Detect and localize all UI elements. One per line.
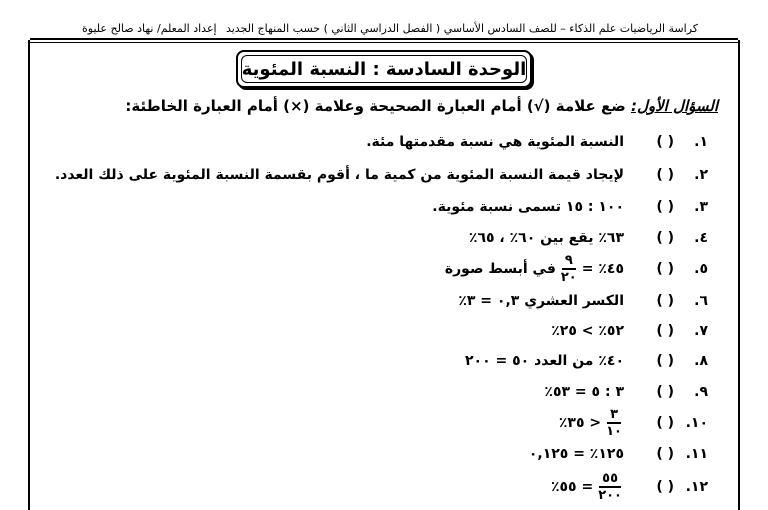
- statement-suffix: < ٣٥٪: [558, 415, 602, 431]
- statement-row: [529, 443, 708, 465]
- fraction: [598, 472, 622, 502]
- header-author-text: إعداد المعلم/ نهاد صالح عليوة: [82, 22, 217, 35]
- statement-text: [529, 446, 624, 462]
- question-label: السؤال الأول:: [630, 97, 718, 115]
- statement-number: ٩.: [694, 384, 708, 400]
- statement-row: [458, 290, 708, 312]
- statement-text: [551, 472, 624, 502]
- unit-title: الوحدة السادسة : النسبة المئوية: [241, 58, 527, 80]
- statement-number: ٦.: [694, 293, 708, 309]
- answer-blank[interactable]: ( ): [656, 199, 674, 215]
- statement-number: ٤.: [694, 230, 708, 246]
- statement-text: [469, 230, 624, 246]
- statement-number: ٨.: [694, 353, 708, 369]
- statement-row: [469, 227, 708, 249]
- statement-row: [444, 253, 708, 285]
- answer-blank[interactable]: ( ): [656, 167, 674, 183]
- fraction-denominator: ٢٠: [560, 270, 577, 285]
- statement-text: [445, 254, 624, 284]
- statement-number: ٧.: [694, 323, 708, 339]
- statement-content: ١٢٥٪ = ٠,١٢٥: [528, 446, 624, 462]
- statement-text: [544, 384, 624, 400]
- statement-content: ١٠٠ : ١٥ تسمى نسبة مئوية.: [432, 199, 624, 215]
- statement-content: ٦٣٪ يقع بين ٦٠٪ ، ٦٥٪: [468, 230, 624, 246]
- statement-number: ٥.: [694, 261, 708, 277]
- statement-number: ١٢.: [685, 479, 708, 495]
- page-border-right: [738, 40, 740, 510]
- answer-blank[interactable]: ( ): [656, 479, 674, 495]
- statement-row: [551, 320, 708, 342]
- answer-blank[interactable]: ( ): [656, 446, 674, 462]
- statement-content: ٤٠٪ من العدد ٥٠ = ٢٠٠: [465, 353, 624, 369]
- statement-text: [465, 353, 624, 369]
- page-header: [70, 22, 698, 38]
- statement-row: [55, 164, 708, 186]
- statement-number: ١١.: [685, 446, 708, 462]
- answer-blank[interactable]: ( ): [656, 134, 674, 150]
- statement-content: ٥٢٪ > ٢٥٪: [551, 323, 624, 339]
- fraction: [606, 408, 622, 438]
- statement-number: ١.: [694, 134, 708, 150]
- statement-row: [432, 196, 708, 218]
- statement-content: النسبة المئوية هي نسبة مقدمتها مئة.: [366, 134, 624, 150]
- header-course-text: كراسة الرياضيات علم الذكاء – للصف السادس الأساسي ( الفصل الدراسي الثاني ) حسب المنهاج الجديد: [225, 22, 698, 35]
- statement-suffix: = ٥٥٪: [550, 479, 594, 495]
- statement-text: [432, 199, 624, 215]
- statement-content: لإيجاد قيمة النسبة المئوية من كمية ما ، أقوم بقسمة النسبة المئوية على ذلك العدد.: [54, 167, 624, 183]
- unit-title-box: [236, 50, 532, 88]
- question-instruction: ضع علامة (√) أمام العبارة الصحيحة وعلامة (×) أمام العبارة الخاطئة:: [125, 97, 631, 115]
- statement-row: [465, 350, 708, 372]
- statement-content: الكسر العشري ٠,٣ = ٣٪: [458, 293, 624, 309]
- statement-row: [544, 381, 708, 403]
- statement-text: [551, 323, 624, 339]
- header-rule: [30, 38, 738, 40]
- answer-blank[interactable]: ( ): [656, 415, 674, 431]
- statement-row: [558, 407, 708, 439]
- answer-blank[interactable]: ( ): [656, 384, 674, 400]
- statement-text: [55, 167, 624, 183]
- fraction-denominator: ٢٠٠: [598, 488, 622, 503]
- fraction-numerator: ٥٥: [599, 472, 621, 488]
- answer-blank[interactable]: ( ): [656, 353, 674, 369]
- statement-suffix: في أبسط صورة: [444, 261, 556, 277]
- fraction: [561, 254, 577, 284]
- statement-number: ٢.: [694, 167, 708, 183]
- fraction-denominator: ١٠: [606, 424, 622, 439]
- answer-blank[interactable]: ( ): [656, 261, 674, 277]
- header-rule-thin: [30, 42, 738, 43]
- page-border-left: [28, 40, 30, 510]
- question-heading: [125, 97, 718, 115]
- statement-row: [550, 471, 708, 503]
- statement-text: [366, 134, 624, 150]
- statement-text: [559, 408, 624, 438]
- answer-blank[interactable]: ( ): [656, 293, 674, 309]
- statement-text: [458, 293, 624, 309]
- fraction-numerator: ٣: [607, 408, 621, 424]
- statement-number: ١٠.: [685, 415, 708, 431]
- fraction-numerator: ٩: [562, 254, 576, 270]
- statement-content: ٣ : ٥ = ٥٣٪: [544, 384, 624, 400]
- answer-blank[interactable]: ( ): [656, 230, 674, 246]
- statement-number: ٣.: [694, 199, 708, 215]
- statement-row: [366, 131, 708, 153]
- answer-blank[interactable]: ( ): [656, 323, 674, 339]
- statement-prefix: ٤٥٪ =: [581, 261, 624, 277]
